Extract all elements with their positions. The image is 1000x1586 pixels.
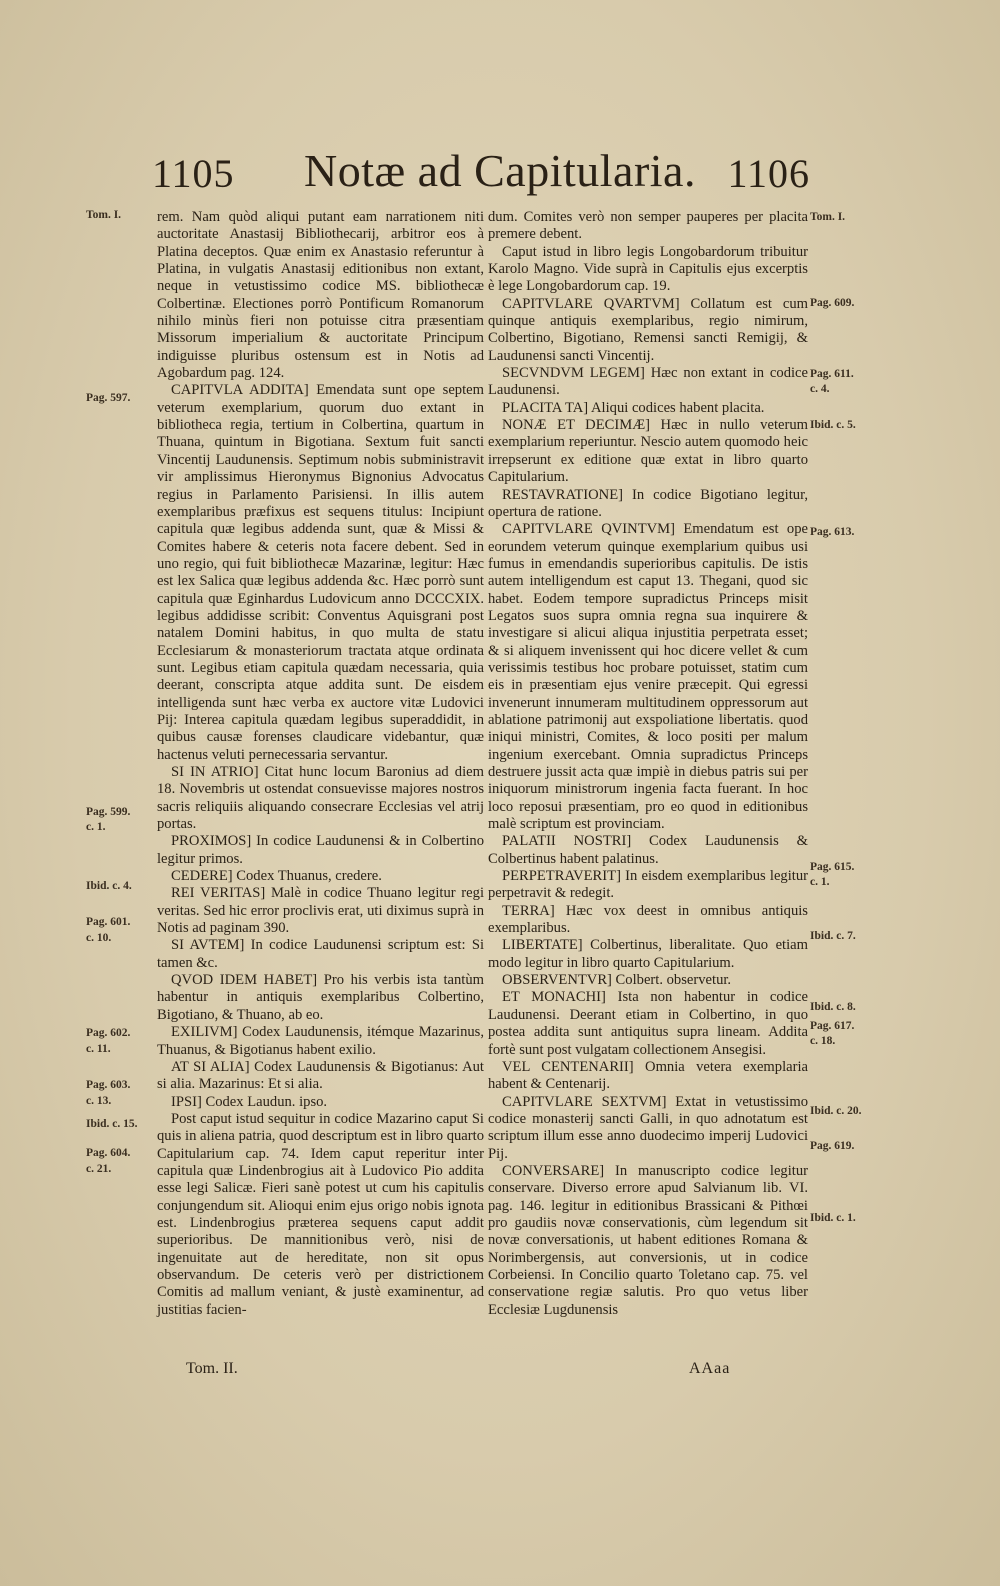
page-header — [0, 145, 1000, 200]
signature-mark: AAaa — [689, 1360, 731, 1377]
margin-note-right: Pag. 611. — [810, 368, 854, 380]
margin-note-right: c. 1. — [810, 876, 830, 888]
paragraph: SECVNDVM LEGEM] Hæc non extant in codice Laudunensi. — [488, 365, 808, 399]
paragraph: PALATII NOSTRI] Codex Laudunensis & Colbertinus habent palatinus. — [488, 833, 808, 867]
text-column-right — [488, 209, 808, 1319]
margin-note-left: c. 11. — [86, 1043, 111, 1055]
margin-note-right: c. 18. — [810, 1035, 836, 1047]
paragraph: EXILIVM] Codex Laudunensis, itémque Mazarinus, Thuanus, & Bigotianus habent exilio. — [157, 1024, 484, 1058]
paragraph: CONVERSARE] In manuscripto codice legitur conservare. Diverso errore apud Salvianum lib. VI. pag. 146. legitur in editionibus Brassicani & Pithœi pro gaudiis novæ conservationis, cùm legendum sit novæ conversationis, ut habent editiones Romana & Norimbergensis, aut conversionis, ut in codice Corbeiensi. In Concilio quarto Toletano cap. 75. vel conservatione regiæ salutis. Pro quo vetus liber Ecclesiæ Lugdunensis — [488, 1162, 808, 1318]
paragraph: ET MONACHI] Ista non habentur in codice Laudunensi. Deerant etiam in Colbertino, in quo postea addita sunt antiquitus supra lineam. Addita fortè sunt post vulgatam collectionem Ansegisi. — [488, 989, 808, 1058]
paragraph: NONÆ ET DECIMÆ] Hæc in nullo veterum exemplarium reperiuntur. Nescio autem quomodo heic irrepserunt ex editione quæ extat in libro quarto Capitularium. — [488, 417, 808, 486]
text-column-left — [157, 209, 484, 1319]
margin-note-left: c. 10. — [86, 932, 112, 944]
paragraph: TERRA] Hæc vox deest in omnibus antiquis exemplaribus. — [488, 902, 808, 937]
paragraph: dum. Comites verò non semper pauperes per placita premere debent. — [488, 209, 808, 243]
margin-note-right: Pag. 613. — [810, 526, 855, 538]
paragraph: rem. Nam quòd aliqui putant eam narrationem niti auctoritate Anastasij Bibliothecarij, arbitror eos à Platina deceptos. Quæ enim ex Anastasio referuntur à Platina, in vulgatis Anastasij editionibus non extant, neque in vetustissimo codice MS. bibliothecæ Colbertinæ. Electiones porrò Pontificum Romanorum nihilo minùs fieri non potuisse citra præsentiam Missorum imperialium & auctoritate Principum indiguisse pluribus ostensum est in Notis ad Agobardum pag. 124. — [157, 209, 484, 382]
margin-note-left: Pag. 597. — [86, 392, 131, 404]
margin-note-right: Pag. 617. — [810, 1020, 855, 1032]
paragraph: PLACITA TA] Aliqui codices habent placita. — [502, 399, 765, 416]
margin-note-left: Ibid. c. 4. — [86, 880, 132, 892]
margin-note-right: Pag. 609. — [810, 297, 855, 309]
paragraph: AT SI ALIA] Codex Laudunensis & Bigotianus: Aut si alia. Mazarinus: Et si alia. — [157, 1058, 484, 1093]
margin-note-right: c. 4. — [810, 383, 830, 395]
running-title: Notæ ad Capitularia. — [304, 145, 696, 196]
margin-note-right: Pag. 615. — [810, 861, 855, 873]
paragraph: Caput istud in libro legis Longobardorum tribuitur Karolo Magno. Vide suprà in Capitulis ejus excerptis è lege Longobardorum cap. 19. — [488, 243, 808, 295]
margin-note-right: Ibid. c. 7. — [810, 930, 856, 942]
paragraph: RESTAVRATIONE] In codice Bigotiano legitur, opertura de ratione. — [488, 486, 808, 520]
page-number-right: 1106 — [727, 151, 810, 196]
paragraph: QVOD IDEM HABET] Pro his verbis ista tantùm habentur in antiquis exemplaribus Colbertino, Bigotiano, & Thuano, ab eo. — [157, 972, 484, 1023]
paragraph: CAPITVLARE SEXTVM] Extat in vetustissimo codice monasterij sancti Galli, in quo adnotatum est scriptum illum esse anno duodecimo imperij Ludovici Pij. — [488, 1093, 808, 1162]
paragraph: LIBERTATE] Colbertinus, liberalitate. Quo etiam modo legitur in libro quarto Capitularium. — [488, 937, 808, 971]
paragraph: IPSI] Codex Laudun. ipso. — [171, 1093, 328, 1110]
paragraph: PROXIMOS] In codice Laudunensi & in Colbertino legitur primos. — [157, 833, 484, 867]
margin-note-right: Tom. I. — [810, 211, 846, 223]
paragraph: REI VERITAS] Malè in codice Thuano legitur regi veritas. Sed hic error proclivis erat, uti diximus suprà in Notis ad paginam 390. — [157, 885, 484, 937]
margin-note-left: Pag. 603. — [86, 1079, 131, 1091]
margin-note-left: Pag. 599. — [86, 806, 131, 818]
margin-note-right: Ibid. c. 20. — [810, 1105, 862, 1117]
paragraph: SI IN ATRIO] Citat hunc locum Baronius ad diem 18. Novembris ut ostendat consuevisse majores nostros sacris reliquiis aliquando consecrare Ecclesias vel atrij portas. — [157, 764, 484, 833]
margin-note-left: Pag. 602. — [86, 1027, 131, 1039]
margin-note-left: Pag. 604. — [86, 1147, 131, 1159]
paragraph: PERPETRAVERIT] In eisdem exemplaribus legitur perpetravit & redegit. — [488, 868, 808, 902]
catchword: Tom. II. — [186, 1360, 238, 1377]
margin-note-left: Pag. 601. — [86, 916, 131, 928]
paragraph: SI AVTEM] In codice Laudunensi scriptum est: Si tamen &c. — [157, 937, 484, 971]
paragraph: VEL CENTENARII] Omnia vetera exemplaria habent & Centenarij. — [488, 1058, 808, 1093]
paragraph: CEDERE] Codex Thuanus, credere. — [171, 868, 382, 885]
paragraph: Post caput istud sequitur in codice Mazarino caput Si quis in aliena patria, quod descriptum est in libro quarto Capitularium cap. 74. Idem caput reperitur inter capitula quæ Lindenbrogius ait à Ludovico Pio addita esse legi Salicæ. Fieri sanè potest ut cum his capitulis conjungendum sit. Alioqui enim ejus origo nobis ignota est. Lindenbrogius præterea sequens caput addit superioribus. De mannitionibus verò, nisi de ingenuitate aut de hereditate, non sit opus observandum. De ceteris verò per districtionem Comitis ad mallum veniant, & justè examinentur, ad justitias facien- — [157, 1110, 484, 1318]
margin-note-right: Pag. 619. — [810, 1140, 855, 1152]
margin-note-left: Ibid. c. 15. — [86, 1118, 138, 1130]
page-number-left: 1105 — [152, 151, 235, 196]
paragraph: CAPITVLARE QVARTVM] Collatum est cum quinque antiquis exemplaribus, regio nimirum, Colbertino, Bigotiano, Remensi sancti Remigij, & Laudunensi sancti Vincentij. — [488, 295, 808, 364]
margin-note-right: Ibid. c. 8. — [810, 1001, 856, 1013]
margin-note-left: c. 21. — [86, 1163, 112, 1175]
paragraph: CAPITVLA ADDITA] Emendata sunt ope septem veterum exemplarium, quorum duo extant in bibliotheca regia, tertium in Colbertina, quartum in Thuana, quintum in Bigotiana. Sextum fuit sancti Vincentij Laudunensis. Septimum nobis subministravit vir amplissimus Hieronymus Bignonius Advocatus regius in Parlamento Parisiensi. In illis autem exemplaribus præfixus est sequens titulus: Incipiunt capitula quæ legibus addenda sunt, quæ & Missi & Comites habere & ceteris nota facere debent. Sed in uno regio, qui fuit bibliothecæ Mazarinæ, legitur: Hæc est lex Salica quæ legibus addenda &c. Hæc porrò sunt capitula quæ Eginhardus Ludovicum anno DCCCXIX. legibus addidisse scribit: Conventus Aquisgrani post natalem Domini habitus, in quo multa de statu Ecclesiarum & monasteriorum tractata atque ordinata sunt. Legibus etiam capitula quædam necessaria, quia deerant, conscripta atque addita sunt. De eisdem intelligenda sunt hæc verba ex auctore vitæ Ludovici Pij: Interea capitula quædam legibus superaddidit, in quibus causæ forenses claudicare videbantur, quæ hactenus veluti pernecessaria servantur. — [157, 382, 484, 763]
margin-note-left: c. 1. — [86, 821, 106, 833]
margin-note-left: Tom. I. — [86, 209, 122, 221]
margin-note-right: Ibid. c. 1. — [810, 1212, 856, 1224]
paragraph: OBSERVENTVR] Colbert. observetur. — [502, 972, 732, 989]
margin-note-right: Ibid. c. 5. — [810, 419, 856, 431]
margin-note-left: c. 13. — [86, 1095, 112, 1107]
paragraph: CAPITVLARE QVINTVM] Emendatum est ope eorundem veterum quinque exemplarium quibus usi fumus in emendandis superioribus capitulis. De istis autem intelligendum est caput 13. Thegani, quod sic habet. Eodem tempore supradictus Princeps misit Legatos suos supra omnia regna sua inquirere & investigare si alicui aliqua injustitia perpetrata esset; & si aliquem invenissent qui hoc dicere vellet & cum verissimis testibus hoc probare potuisset, statim cum eis in præsentiam ejus venire præcepit. Qui egressi invenerunt innumeram multitudinem oppressorum aut ablatione patrimonij aut exspoliatione libertatis. quod iniqui ministri, Comites, & loco positi per malum ingenium exercebant. Omnia supradictus Princeps destruere jussit acta quæ impiè in diebus patris sui per iniquorum ministrorum ingenia facta fuerant. In hoc loco reposui præsentiam, pro eo quod in editionibus malè scriptum est provinciam. — [488, 521, 808, 833]
